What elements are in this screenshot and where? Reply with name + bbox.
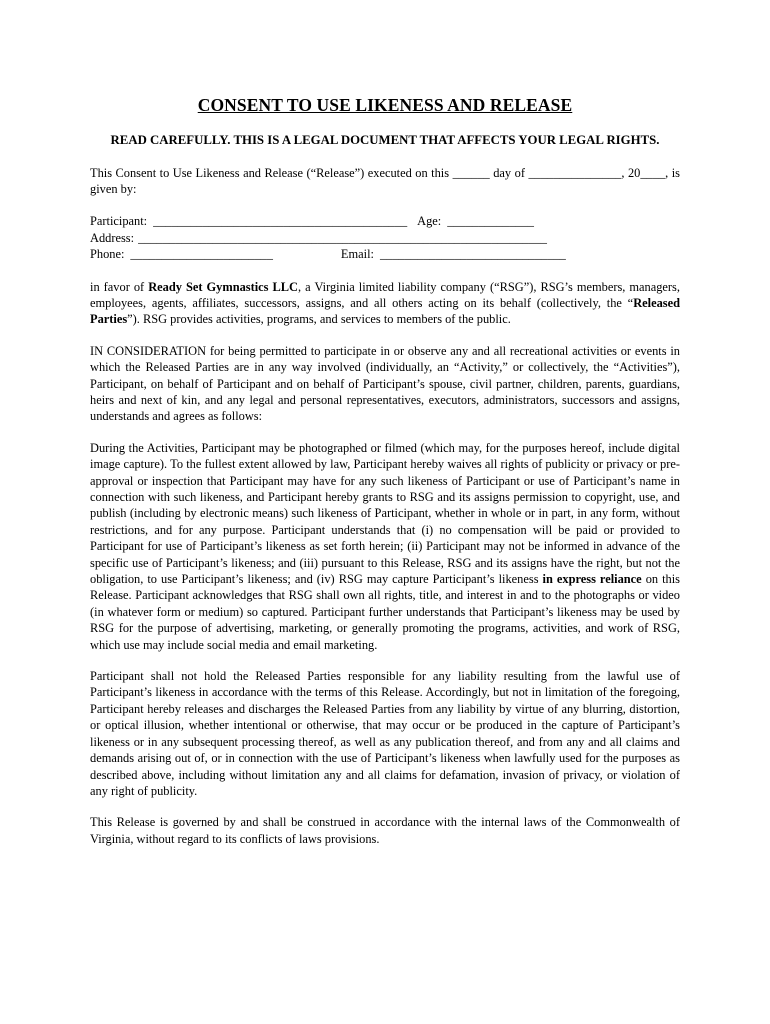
participant-field[interactable]: _________________________________________ [153, 214, 408, 229]
liability-paragraph: Participant shall not hold the Released Parties responsible for any liability resulting from the lawful use of Participant’s likeness in accordance with the terms of this Release. Accordingly, but not in limitation of the foregoing, Participant hereby releases and discharges the Released Parties from any liability by virtue of any blurring, distortion, or optical illusion, whether intentional or otherwise, that may occur or be produced in the capture of Participant’s likeness or in any subsequent processing thereof, as well as any publication thereof, and from any and all claims and demands arising out of, or in connection with the use of Participant’s likeness when lawfully used for the purposes as described above, including without limitation any and all claims for defamation, invasion of privacy, or violation of any right of publicity. [90, 669, 680, 798]
participant-row [90, 213, 680, 229]
email-field[interactable]: ______________________________ [379, 247, 566, 262]
express-reliance-term: in express reliance [542, 572, 642, 587]
likeness-paragraph [90, 440, 680, 653]
participant-fields [90, 213, 680, 262]
email-label: Email: [340, 247, 374, 262]
company-name: Ready Set Gymnastics LLC [148, 279, 298, 294]
released-parties-term: Released Parties [90, 295, 680, 327]
phone-label: Phone: [90, 247, 125, 262]
likeness-text-1: During the Activities, Participant may be photographed or filmed (which may, for the purposes hereof, include digital image capture). To the fullest extent allowed by law, Participant hereby waives all rights of publicity or privacy or pre-approval or inspection that Participant may have for any such likeness of Participant or use of Participant’s name in connection with such likeness, and Participant hereby grants to RSG and its assigns permission to copyright, use, and publish (including by electronic means) such likeness of Participant, whether in whole or in part, in any form, without restrictions, and for any purpose. Participant understands that (i) no compensation will be paid or provided to Participant for use of Participant’s likeness as set forth herein; (ii) Participant may not be informed in advance of the specific use of Participant’s likeness; and (iii) pursuant to this Release, RSG and its assigns have the right, but not the obligation, to use Participant’s likeness; and (iv) RSG may capture Participant’s likeness [90, 440, 680, 587]
address-label: Address: [90, 230, 135, 245]
favor-text-1: in favor of [90, 279, 149, 294]
phone-field[interactable]: _______________________ [130, 247, 273, 262]
favor-paragraph [90, 279, 680, 328]
likeness-text-2: on this Release. Participant acknowledges that RSG shall own all rights, title, and interest in and to the photographs or video (in whatever form or medium) so captured. Participant further understands that Participant’s likeness may be used by RSG for the purpose of advertising, marketing, or generally promoting the programs, activities, and work of RSG, which use may include social media and email marketing. [90, 572, 680, 652]
age-label: Age: [417, 214, 442, 229]
document-subtitle: READ CAREFULLY. THIS IS A LEGAL DOCUMENT THAT AFFECTS YOUR LEGAL RIGHTS. [110, 133, 660, 147]
address-row [90, 230, 680, 246]
participant-label: Participant: [90, 214, 148, 229]
contact-row [90, 246, 680, 262]
age-field[interactable]: ______________ [447, 214, 534, 229]
intro-paragraph: This Consent to Use Likeness and Release (“Release”) executed on this ______ day of _______________, 20____, is given by: [90, 165, 680, 196]
document-title: CONSENT TO USE LIKENESS AND RELEASE [197, 95, 573, 115]
favor-text-2: , a Virginia limited liability company (“RSG”), RSG’s members, managers, employees, agents, affiliates, successors, assigns, and all others acting on its behalf (collectively, the “ [90, 279, 680, 310]
address-field[interactable]: __________________________________________________________________ [138, 230, 547, 245]
governing-law-paragraph: This Release is governed by and shall be construed in accordance with the internal laws of the Commonwealth of Virginia, without regard to its conflicts of laws provisions. [90, 815, 680, 846]
consideration-paragraph: IN CONSIDERATION for being permitted to participate in or observe any and all recreational activities or events in which the Released Parties are in any way involved (individually, an “Activity,” or collectively, the “Activities”), Participant, on behalf of Participant and on behalf of Participant’s spouse, civil partner, children, parents, guardians, heirs and next of kin, and any legal and personal representatives, executors, administrators, successors and assigns, understands and agrees as follows: [90, 343, 680, 424]
favor-text-3: ”). RSG provides activities, programs, and services to members of the public. [127, 312, 511, 327]
